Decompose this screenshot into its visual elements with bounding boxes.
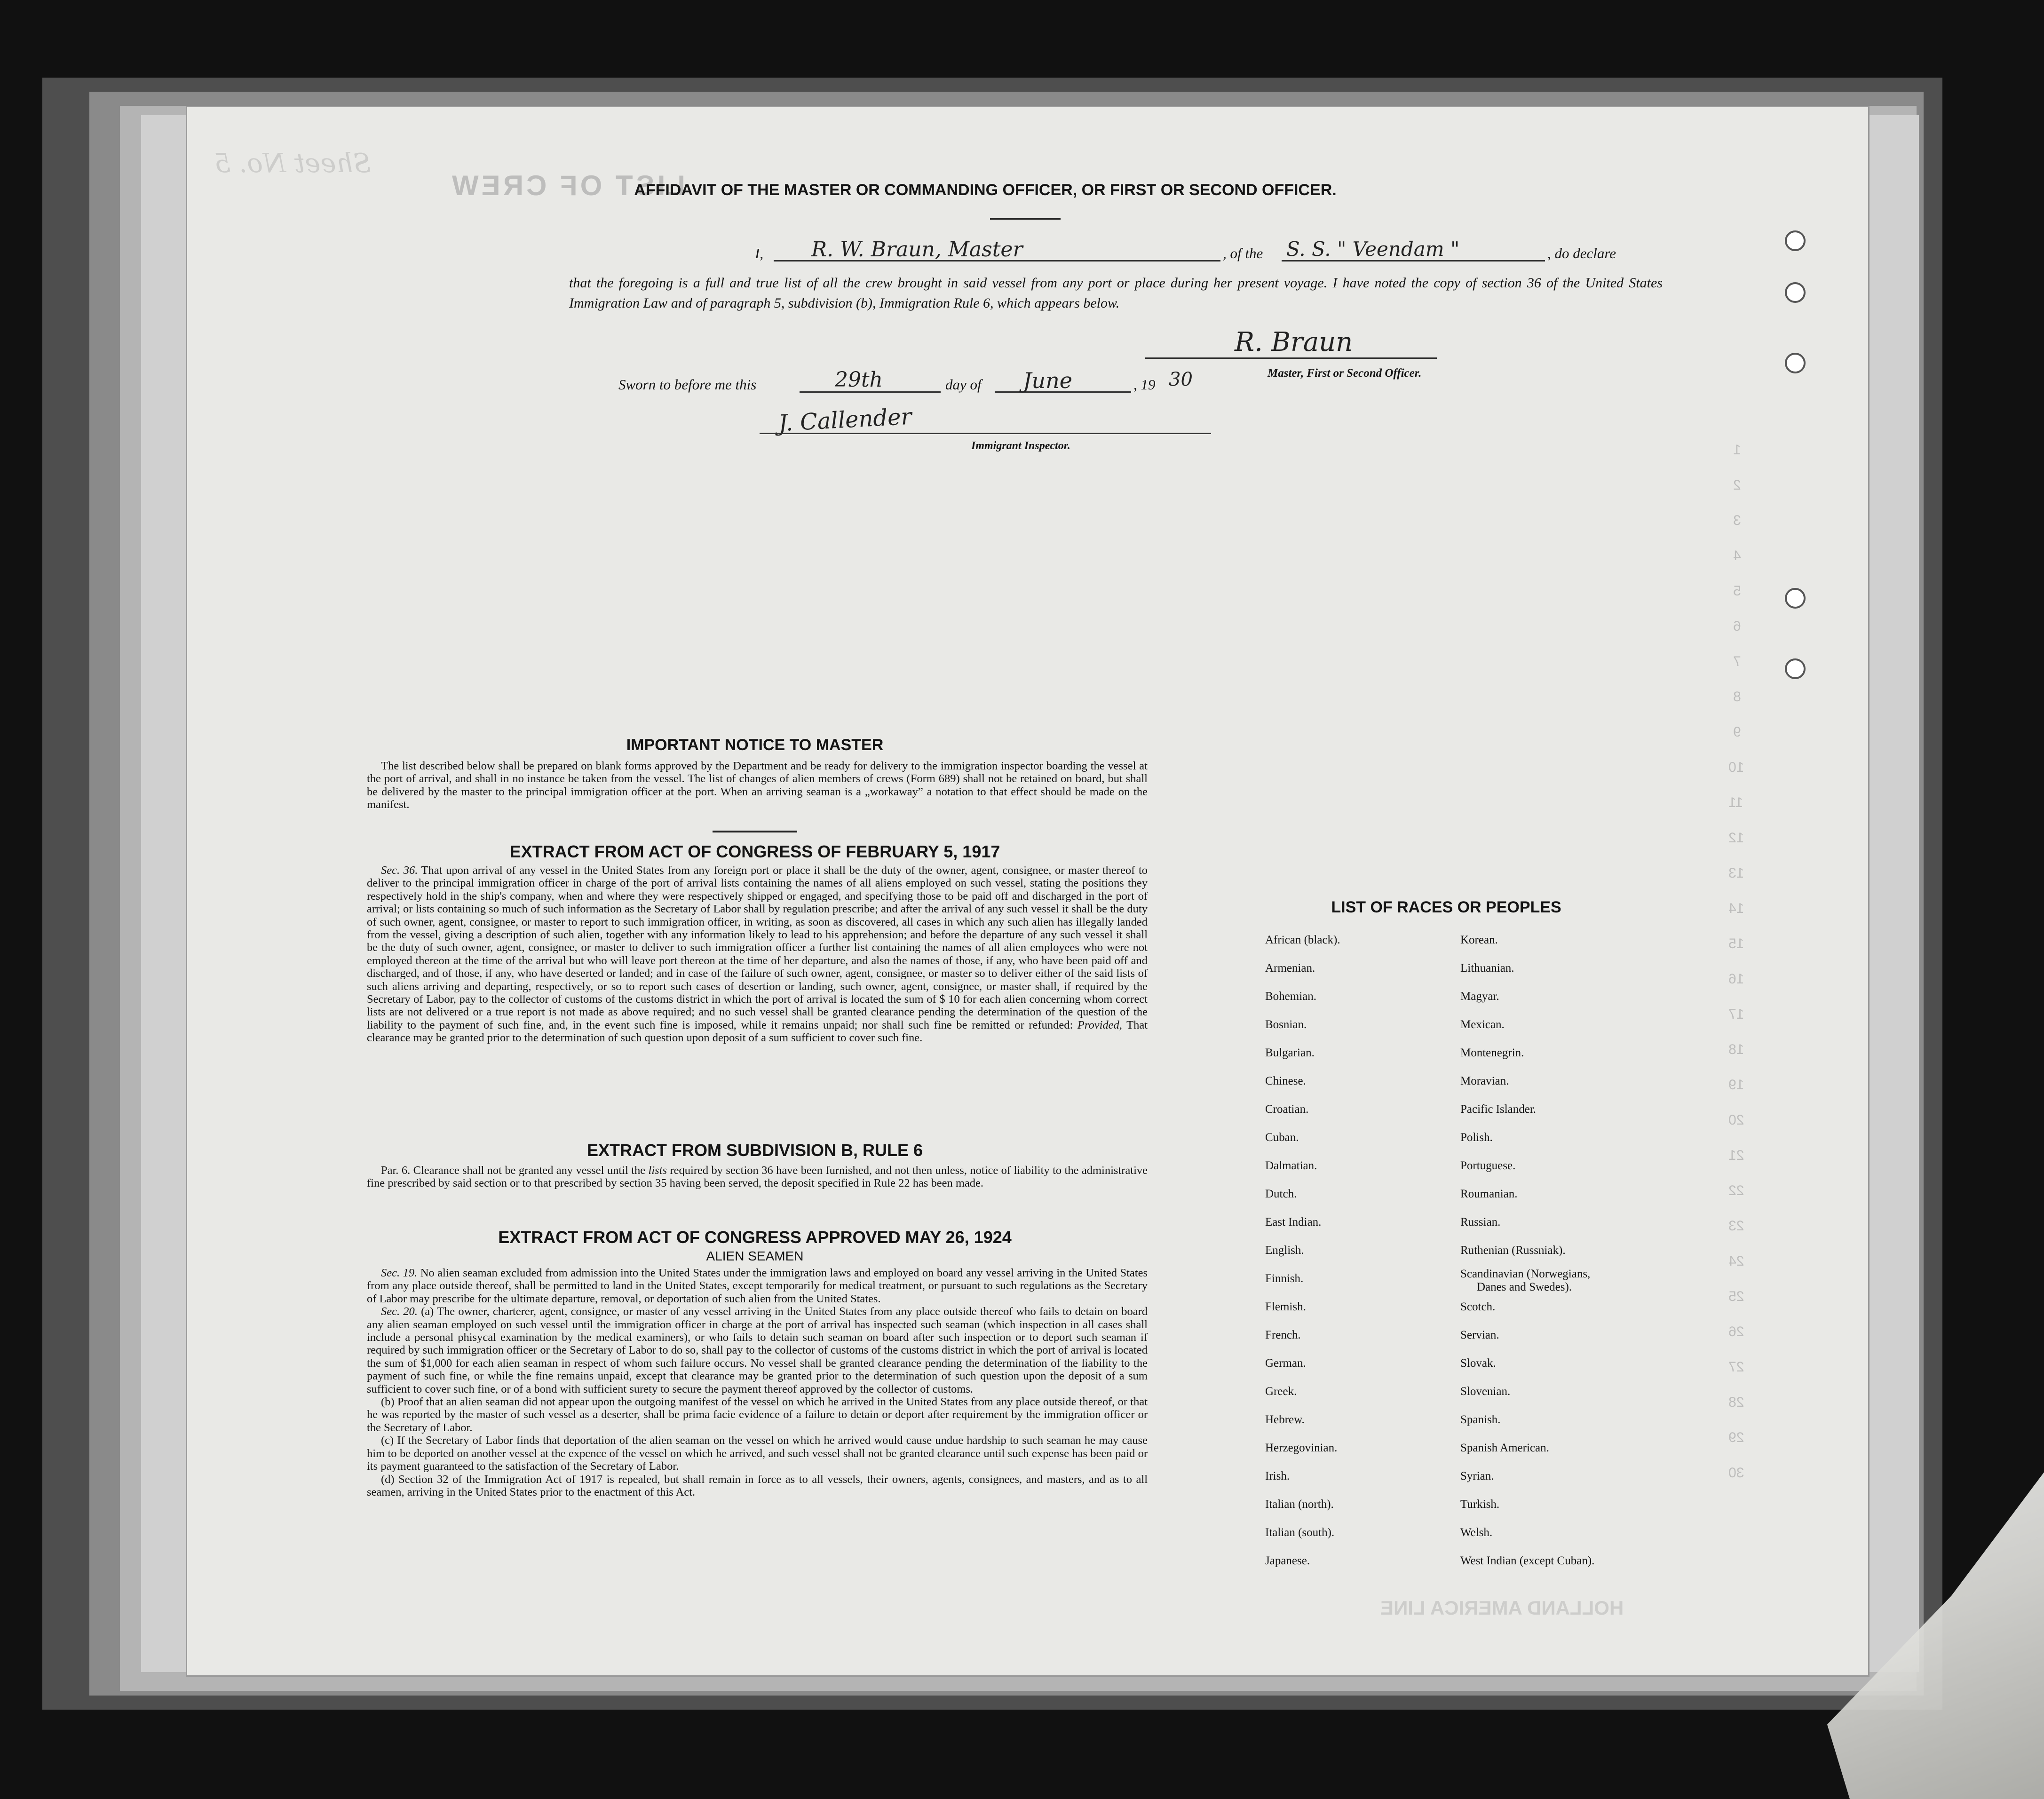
race-item: Flemish.	[1265, 1300, 1306, 1313]
extract-1924-title: EXTRACT FROM ACT OF CONGRESS APPROVED MAY 26, 1924	[498, 1228, 1012, 1247]
affidavit-title: AFFIDAVIT OF THE MASTER OR COMMANDING OFFICER, OR FIRST OR SECOND OFFICER.	[634, 181, 1337, 199]
punch-hole	[1785, 230, 1806, 251]
notice-body: The list described below shall be prepared on blank forms approved by the Department and be ready for delivery to the immigration inspector boarding the vessel at the port of arrival, and shall in no instance be taken from the vessel. The list of changes of alien members of crews (Form 689) shall not be retained on board, but shall be delivered by the master to the principal immigration officer at the port. When an arriving seaman is a „workaway” a notation to that effect should be made on the manifest.	[367, 760, 1148, 811]
race-item: Cuban.	[1265, 1131, 1299, 1144]
race-item: Montenegrin.	[1460, 1046, 1524, 1059]
race-item: Magyar.	[1460, 990, 1499, 1003]
vessel-name: S. S. " Veendam "	[1286, 238, 1460, 261]
race-item: Herzegovinian.	[1265, 1442, 1338, 1454]
race-item: French.	[1265, 1329, 1301, 1341]
race-item: Korean.	[1460, 934, 1498, 946]
race-item: Armenian.	[1265, 962, 1315, 975]
race-item: German.	[1265, 1357, 1306, 1370]
race-item: Mexican.	[1460, 1018, 1505, 1031]
race-item: Danes and Swedes).	[1477, 1281, 1572, 1293]
race-item: Syrian.	[1460, 1470, 1494, 1482]
subdivision-title: EXTRACT FROM SUBDIVISION B, RULE 6	[586, 1141, 923, 1160]
bleed-through-stamp: HOLLAND AMERICA LINE	[1380, 1597, 1624, 1619]
affidavit-first-line: I, R. W. Braun, Master , of the S. S. " Veendam " , do declare	[755, 238, 1616, 262]
master-name: R. W. Braun, Master	[811, 238, 1023, 262]
race-item: English.	[1265, 1244, 1304, 1257]
races-title: LIST OF RACES OR PEOPLES	[1331, 898, 1561, 916]
race-item: Scotch.	[1460, 1300, 1496, 1313]
bleed-through-sheet-number: Sheet No. 5	[214, 148, 371, 179]
races-list	[1265, 934, 1623, 1592]
race-item: Portuguese.	[1460, 1159, 1516, 1172]
race-item: Pacific Islander.	[1460, 1103, 1537, 1116]
sworn-month: June	[1023, 368, 1072, 393]
subdivision-body: Par. 6. Clearance shall not be granted any vessel until the lists required by section 36 have been furnished, and not then unless, notice of liability to the administrative fine prescribed by said section or to that prescribed by section 35 having been served, the deposit specified in Rule 22 has been made.	[367, 1164, 1148, 1190]
affidavit-body: that the foregoing is a full and true list of all the crew brought in said vessel from any port or place during her present voyage. I have noted the copy of section 36 of the United States Immigration Law and of paragraph 5, subdivision (b), Immigration Rule 6, which appears below.	[569, 275, 1663, 311]
race-item: Russian.	[1460, 1216, 1501, 1228]
punch-hole	[1785, 588, 1806, 609]
extract-1917-body: Sec. 36. That upon arrival of any vessel in the United States from any foreign port or place it shall be the duty of the owner, agent, consignee, or master thereof to deliver to the principal immigration officer in charge of the port of arrival lists containing the names of all aliens employed on such vessel, stating the positions they respectively hold in the ship's company, when and where they were respectively shipped or engaged, and specifying those to be paid off and discharged in the port of arrival; or lists containing so much of such information as the Secretary of Labor shall by regulation prescribe; and after the arrival of any such vessel it shall be the duty of such owner, agent, consignee, or master to report to such immigration officer, in writing, as soon as discovered, all cases in which any such alien has illegally landed from the vessel, giving a description of such alien, together with any information likely to lead to his apprehension; and before the departure of any such vessel it shall be the duty of such owner, agent, consignee, or master to deliver to such immigration officer a further list containing the names of all alien employees who were not employed thereon at the time of the arrival but who will leave port thereon at the time of her departure, and also the names of those, if any, who have been paid off and discharged, and of those, if any, who have deserted or landed; and in case of the failure of such owner, agent, consignee, or master so to deliver either of the said lists of such aliens arriving and departing, respectively, or so to report such cases of desertion or landing, such owner, agent, consignee, or master shall, if required by the Secretary of Labor, pay to the collector of customs of the customs district in which the port of arrival is located the sum of $ 10 for each alien concerning whom correct lists are not delivered or a true report is not made as above required; and no such vessel shall be granted clearance pending the determination of the question of the liability to the payment of such fine, and, in the event such fine is imposed, while it remains unpaid; nor shall such fine be remitted or refunded: Provided, That clearance may be granted prior to the determination of such question upon deposit of a sum sufficient to cover such fine.	[367, 864, 1148, 1045]
sworn-line: Sworn to before me this 29th day of June , 19 30	[618, 368, 1193, 393]
inspector-signature: J. Callender	[777, 403, 912, 437]
signature-caption: Master, First or Second Officer.	[1268, 367, 1422, 380]
race-item: East Indian.	[1265, 1216, 1322, 1228]
master-signature: R. Braun	[1235, 327, 1353, 357]
race-item: Croatian.	[1265, 1103, 1309, 1116]
punch-hole	[1785, 282, 1806, 303]
inspector-caption: Immigrant Inspector.	[971, 440, 1070, 452]
race-item: Italian (south).	[1265, 1526, 1335, 1539]
race-item: Servian.	[1460, 1329, 1499, 1341]
sworn-year: 30	[1169, 369, 1193, 390]
divider	[713, 831, 797, 832]
race-item: Irish.	[1265, 1470, 1290, 1482]
divider	[990, 218, 1061, 220]
document-page: LIST OF CREW Sheet No. 5 HOLLAND AMERICA LINE 1 2 3 4 5 6 7 8 9 10 11 12 13 14 15 16 17 18 19 20 21 22 23 24 25 26 27 28 29 30 AFFIDAVIT OF THE MASTER OR COMMANDING OFFICER, OR FIRST OR SECOND OFFICER. I, R. W. Braun, Master , of the S. S. " Veendam " , do declare that the foregoing is a full and true list of all the crew brought in said vessel from any port or place during her present voyage. I have noted the copy of section 36 of the United States Immigration Law and of paragraph 5, subdivision (b), Immigration Rule 6, which appears below. R. Braun Master, First or Second Officer. Sworn to before me this 29th day of June , 19 30 J. Callender Immigrant Inspector. IMPORTANT NOTICE TO MASTER The list described below shall be prepared on blank forms approved by the Department and be ready for delivery to the immigration inspector boarding the vessel at the port of arrival, and shall in no instance be taken from the vessel. The list of changes of alien members of crews (Form 689) shall not be retained on board, but shall be delivered by the master to the principal immigration officer at the port. When an arriving seaman is a „workaway” a notation to that effect should be made on the manifest. EXTRACT FROM ACT OF CONGRESS OF FEBRUARY 5, 1917 Sec. 36. That upon arrival of any vessel in the United States from any foreign port or place it shall be the duty of the owner, agent, consignee, or master thereof to deliver to the principal immigration officer in charge of the port of arrival lists containing the names of all aliens employed on such vessel, stating the positions they respectively hold in the ship's company, when and where they were respectively shipped or engaged, and specifying those to be paid off and discharged in the port of arrival; or lists containing so much of such information as the Secretary of Labor shall by regulation prescribe; and after the arrival of any such vessel it shall be the duty of such owner, agent, consignee, or master to report to such immigration officer, in writing, as soon as discovered, all cases in which any such alien has illegally landed from the vessel, giving a description of such alien, together with any information likely to lead to his apprehension; and before the departure of any such vessel it shall be the duty of such owner, agent, consignee, or master to deliver to such immigration officer a further list containing the names of all alien employees who were not employed thereon at the time of the arrival but who will leave port thereon at the time of her departure, and also the names of those, if any, who have been paid off and discharged, and of those, if any, who have deserted or landed; and in case of the failure of such owner, agent, consignee, or master so to deliver either of the said lists of such aliens arriving and departing, respectively, or so to report such cases of desertion or landing, such owner, agent, consignee, or master shall, if required by the Secretary of Labor, pay to the collector of customs of the customs district in which the port of arrival is located the sum of $ 10 for each alien concerning whom correct lists are not delivered or a true report is not made as above required; and no such vessel shall be granted clearance pending the determination of the question of the liability to the payment of such fine, and, in the event such fine is imposed, while it remains unpaid; nor shall such fine be remitted or refunded: Provided, That clearance may be granted prior to the determination of such question upon deposit of a sum sufficient to cover such fine. EXTRACT FROM SUBDIVISION B, RULE 6 Par. 6. Clearance shall not be granted any vessel until the lists required by section 36 have been furnished, and not then unless, notice of liability to the administrative fine prescribed by said section or to that prescribed by section 35 having been served, the deposit specified in Rule 22 has been made. EXTRACT FROM ACT OF CONGRESS APPROVED MAY 26, 1924 ALIEN SEAMEN Sec. 19. No alien seaman excluded from admission into the United States under the immigration laws and employed on board any vessel arriving in the United States from any place outside thereof, shall be permitted to land in the United States, except temporarily for medical treatment, or pursuant to such regulations as the Secretary of Labor may prescribe for the ultimate departure, removal, or deportation of such alien from the United States. Sec. 20. (a) The owner, charterer, agent, consignee, or master of any vessel arriving in the United States from any place outside thereof who fails to detain on board any alien seaman employed on such vessel until the immigration officer in charge at the port of arrival has inspected such seaman (which inspection in all cases shall include a personal phisycal examination by the medical examiners), or who fails to detain such seaman on board after such inspection or to deport such seaman if required by such immigration officer or the Secretary of Labor to do so, shall pay to the collector of customs of the customs district in which the port of arrival is located the sum of $1,000 for each alien seaman in respect of whom such failure occurs. No vessel shall be granted clearance pending the determination of the liability to the payment of such fine, or while the fine remains unpaid, except that clearance may be granted prior to the determination of such question upon the deposit of a sum sufficient to cover such fine, or of a bond with sufficient surety to secure the payment thereof approved by the collector of customs. (b) Proof that an alien seaman did not appear upon the outgoing manifest of the vessel on which he arrived in the United States from any place outside thereof, or that he was reported by the master of such vessel as a deserter, shall be prima facie evidence of a failure to detain or deport after requirement by the immigration officer or the Secretary of Labor. (c) If the Secretary of Labor finds that deportation of the alien seaman on the vessel on which he arrived would cause undue hardship to such seaman he may cause him to be deported on another vessel at the expence of the vessel on which he arrived, and such vessel shall not be granted clearance until such expense has been paid or its payment guaranteed to the satisfaction of the Secretary of Labor. (d) Section 32 of the Immigration Act of 1917 is repealed, but shall remain in force as to all vessels, their owners, agents, consignees, and masters, and as to all seamen, arriving in the United States prior to the enactment of this Act. LIST OF RACES OR PEOPLES African (black). Armenian. Bohemian. Bosnian. Bulgarian. Chinese. Croatian. Cuban. Dalmatian. Dutch. East Indian. English. Finnish. Flemish. French. German. Greek. Hebrew. Herzegovinian. Irish. Italian (north). Italian (south). Japanese. Korean. Lithuanian. Magyar. Mexican. Montenegrin. Moravian. Pacific Islander. Polish. Portuguese. Roumanian. Russian. Ruthenian (Russniak). Scandinavian (Norwegians, Danes and Swedes). Scotch. Servian. Slovak. Slovenian. Spanish. Spanish American. Syrian. Turkish. Welsh. West Indian (except Cuban).	[186, 106, 1870, 1677]
race-item: Chinese.	[1265, 1075, 1306, 1087]
race-item: West Indian (except Cuban).	[1460, 1554, 1595, 1567]
race-item: Dutch.	[1265, 1188, 1297, 1200]
race-item: Roumanian.	[1460, 1188, 1518, 1200]
race-item: Slovenian.	[1460, 1385, 1511, 1398]
race-item: Spanish.	[1460, 1413, 1501, 1426]
race-item: Bulgarian.	[1265, 1046, 1315, 1059]
race-item: Welsh.	[1460, 1526, 1493, 1539]
race-item: Spanish American.	[1460, 1442, 1549, 1454]
race-item: Japanese.	[1265, 1554, 1310, 1567]
extract-1917-title: EXTRACT FROM ACT OF CONGRESS OF FEBRUARY 5, 1917	[509, 842, 1000, 861]
race-item: Ruthenian (Russniak).	[1460, 1244, 1566, 1257]
race-item: Greek.	[1265, 1385, 1297, 1398]
race-item: Slovak.	[1460, 1357, 1496, 1370]
race-item: Dalmatian.	[1265, 1159, 1317, 1172]
sworn-day: 29th	[835, 368, 883, 392]
race-item: Bosnian.	[1265, 1018, 1307, 1031]
race-item: African (black).	[1265, 934, 1340, 946]
notice-title: IMPORTANT NOTICE TO MASTER	[626, 736, 884, 754]
bleed-through-header: LIST OF CREW	[449, 170, 685, 201]
race-item: Finnish.	[1265, 1272, 1304, 1285]
race-item: Turkish.	[1460, 1498, 1500, 1511]
race-item: Hebrew.	[1265, 1413, 1305, 1426]
race-item: Moravian.	[1460, 1075, 1509, 1087]
extract-1924-subtitle: ALIEN SEAMEN	[706, 1249, 804, 1263]
extract-1924-body: Sec. 19. No alien seaman excluded from admission into the United States under the immigration laws and employed on board any vessel arriving in the United States from any place outside thereof, shall be permitted to land in the United States, except temporarily for medical treatment, or pursuant to such regulations as the Secretary of Labor may prescribe for the ultimate departure, removal, or deportation of such alien from the United States. Sec. 20. (a) The owner, charterer, agent, consignee, or master of any vessel arriving in the United States from any place outside thereof who fails to detain on board any alien seaman employed on such vessel until the immigration officer in charge at the port of arrival has inspected such seaman (which inspection in all cases shall include a personal phisycal examination by the medical examiners), or who fails to detain such seaman on board after such inspection or to deport such seaman if required by such immigration officer or the Secretary of Labor to do so, shall pay to the collector of customs of the customs district in which the port of arrival is located the sum of $1,000 for each alien seaman in respect of whom such failure occurs. No vessel shall be granted clearance pending the determination of the liability to the payment of such fine, or while the fine remains unpaid, except that clearance may be granted prior to the determination of such question upon the deposit of a sum sufficient to cover such fine, or of a bond with sufficient surety to secure the payment thereof approved by the collector of customs. (b) Proof that an alien seaman did not appear upon the outgoing manifest of the vessel on which he arrived in the United States from any place outside thereof, or that he was reported by the master of such vessel as a deserter, shall be prima facie evidence of a failure to detain or deport after requirement by the immigration officer or the Secretary of Labor. (c) If the Secretary of Labor finds that deportation of the alien seaman on the vessel on which he arrived would cause undue hardship to such seaman he may cause him to be deported on another vessel at the expence of the vessel on which he arrived, and such vessel shall not be granted clearance until such expense has been paid or its payment guaranteed to the satisfaction of the Secretary of Labor. (d) Section 32 of the Immigration Act of 1917 is repealed, but shall remain in force as to all vessels, their owners, agents, consignees, and masters, and as to all seamen, arriving in the United States prior to the enactment of this Act.	[367, 1267, 1148, 1498]
race-item: Lithuanian.	[1460, 962, 1514, 975]
race-item: Polish.	[1460, 1131, 1493, 1144]
race-item: Scandinavian (Norwegians,	[1460, 1268, 1591, 1280]
race-item: Bohemian.	[1265, 990, 1317, 1003]
punch-hole	[1785, 658, 1806, 679]
race-item: Italian (north).	[1265, 1498, 1334, 1511]
punch-hole	[1785, 353, 1806, 373]
